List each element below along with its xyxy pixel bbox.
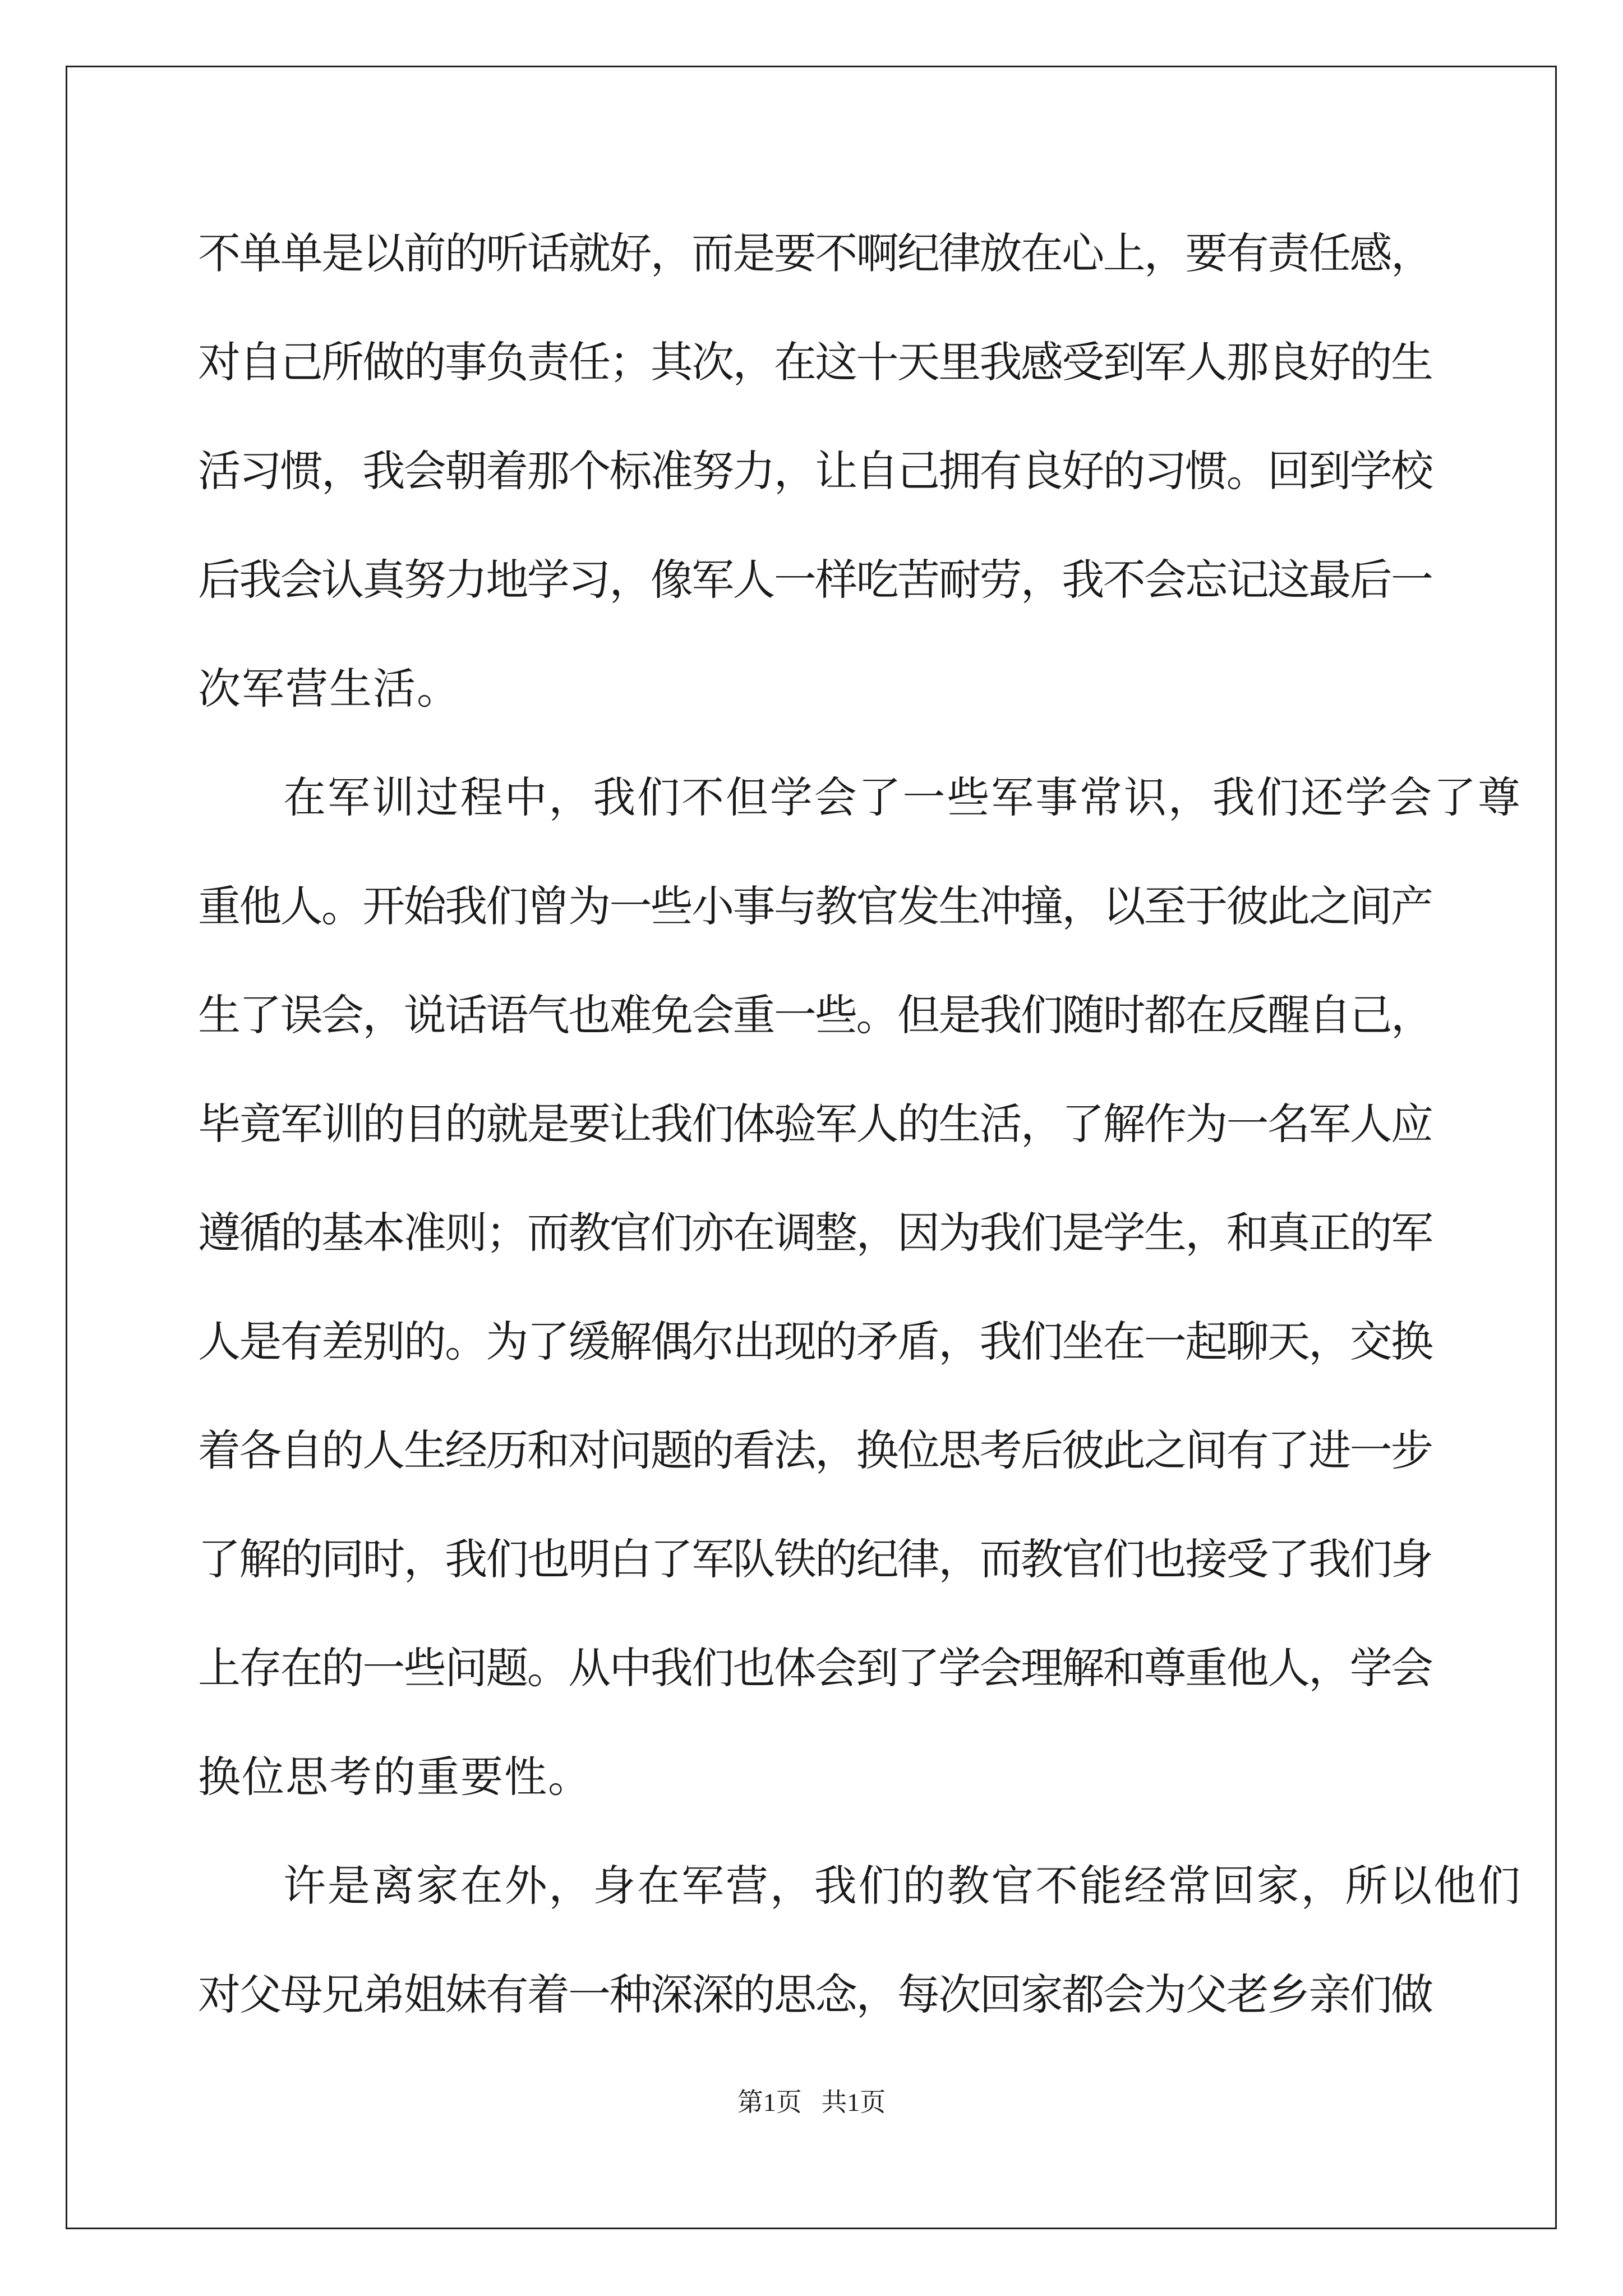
- paragraph-1-line-1: 不单单是以前的听话就好，而是要不啊纪律放在心上，要有责任感，: [198, 228, 1432, 278]
- paragraph-1-line-4: 后我会认真努力地学习，像军人一样吃苦耐劳，我不会忘记这最后一: [198, 555, 1432, 605]
- paragraph-2-line-2: 重他人。开始我们曾为一些小事与教官发生冲撞，以至于彼此之间产: [198, 881, 1432, 931]
- paragraph-1-line-2: 对自己所做的事负责任；其次，在这十天里我感受到军人那良好的生: [198, 337, 1432, 387]
- paragraph-2-line-10: 换位思考的重要性。: [198, 1752, 592, 1802]
- paragraph-2-line-3: 生了误会，说话语气也难免会重一些。但是我们随时都在反醒自己，: [198, 990, 1432, 1040]
- paragraph-3-line-2: 对父母兄弟姐妹有着一种深深的思念，每次回家都会为父老乡亲们做: [198, 1970, 1432, 2019]
- paragraph-2-line-6: 人是有差别的。为了缓解偶尔出现的矛盾，我们坐在一起聊天，交换: [198, 1317, 1432, 1366]
- paragraph-2-line-9: 上存在的一些问题。从中我们也体会到了学会理解和尊重他人，学会: [198, 1643, 1432, 1693]
- paragraph-2-line-5: 遵循的基本准则；而教官们亦在调整，因为我们是学生，和真正的军: [198, 1208, 1432, 1258]
- page-number: 第1页 共1页: [737, 2088, 886, 2116]
- paragraph-2-line-7: 着各自的人生经历和对问题的看法，换位思考后彼此之间有了进一步: [198, 1425, 1432, 1475]
- paragraph-1-line-3: 活习惯，我会朝着那个标准努力，让自己拥有良好的习惯。回到学校: [198, 446, 1432, 496]
- paragraph-2-line-8: 了解的同时，我们也明白了军队铁的纪律，而教官们也接受了我们身: [198, 1534, 1432, 1584]
- paragraph-1-line-5: 次军营生活。: [198, 664, 460, 714]
- paragraph-3-line-1: 许是离家在外，身在军营，我们的教官不能经常回家，所以他们: [283, 1861, 1517, 1911]
- paragraph-2-line-4: 毕竟军训的目的就是要让我们体验军人的生活，了解作为一名军人应: [198, 1099, 1432, 1149]
- document-body: [198, 199, 1517, 2049]
- paragraph-2-line-1: 在军训过程中，我们不但学会了一些军事常识，我们还学会了尊: [283, 772, 1517, 822]
